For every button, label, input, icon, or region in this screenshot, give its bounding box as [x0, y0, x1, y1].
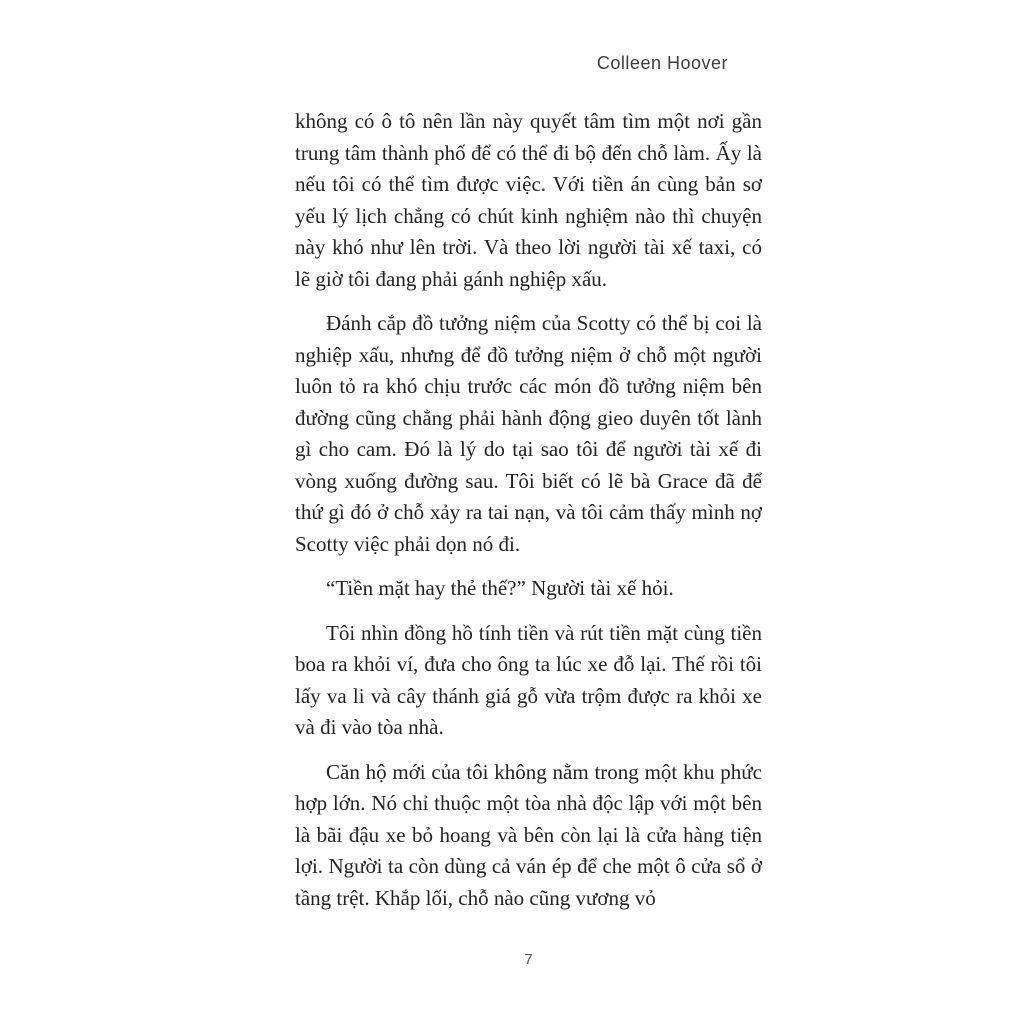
body-text — [295, 106, 762, 927]
running-header-author: Colleen Hoover — [596, 53, 728, 73]
body-paragraph: “Tiền mặt hay thẻ thế?” Người tài xế hỏi. — [326, 576, 674, 600]
body-paragraph: Tôi nhìn đồng hồ tính tiền và rút tiền mặt cùng tiền boa ra khỏi ví, đưa cho ông ta lúc xe đỗ lại. Thế rồi tôi lấy va li và cây thánh giá gỗ vừa trộm được ra khỏi xe và đi vào tòa nhà. — [295, 620, 762, 739]
body-paragraph: không có ô tô nên lần này quyết tâm tìm một nơi gần trung tâm thành phố để có thể đi bộ đến chỗ làm. Ấy là nếu tôi có thể tìm được việc. Với tiền án cùng bản sơ yếu lý lịch chẳng có chút kinh nghiệm nào thì chuyện này khó như lên trời. Và theo lời người tài xế taxi, có lẽ giờ tôi đang phải gánh nghiệp xấu. — [295, 109, 762, 291]
body-paragraph: Căn hộ mới của tôi không nằm trong một khu phức hợp lớn. Nó chỉ thuộc một tòa nhà độc lập với một bên là bãi đậu xe bỏ hoang và bên còn lại là cửa hàng tiện lợi. Người ta còn dùng cả ván ép để che một ô cửa sổ ở tầng trệt. Khắp lối, chỗ nào cũng vương vỏ — [295, 759, 762, 910]
body-paragraph: Đánh cắp đồ tưởng niệm của Scotty có thể bị coi là nghiệp xấu, nhưng để đồ tưởng niệm ở chỗ một người luôn tỏ ra khó chịu trước các món đồ tưởng niệm bên đường cũng chẳng phải hành động gieo duyên tốt lành gì cho cam. Đó là lý do tại sao tôi để người tài xế đi vòng xuống đường sau. Tôi biết có lẽ bà Grace đã để thứ gì đó ở chỗ xảy ra tai nạn, và tôi cảm thấy mình nợ Scotty việc phải dọn nó đi. — [295, 311, 762, 556]
page-number: 7 — [524, 951, 533, 968]
